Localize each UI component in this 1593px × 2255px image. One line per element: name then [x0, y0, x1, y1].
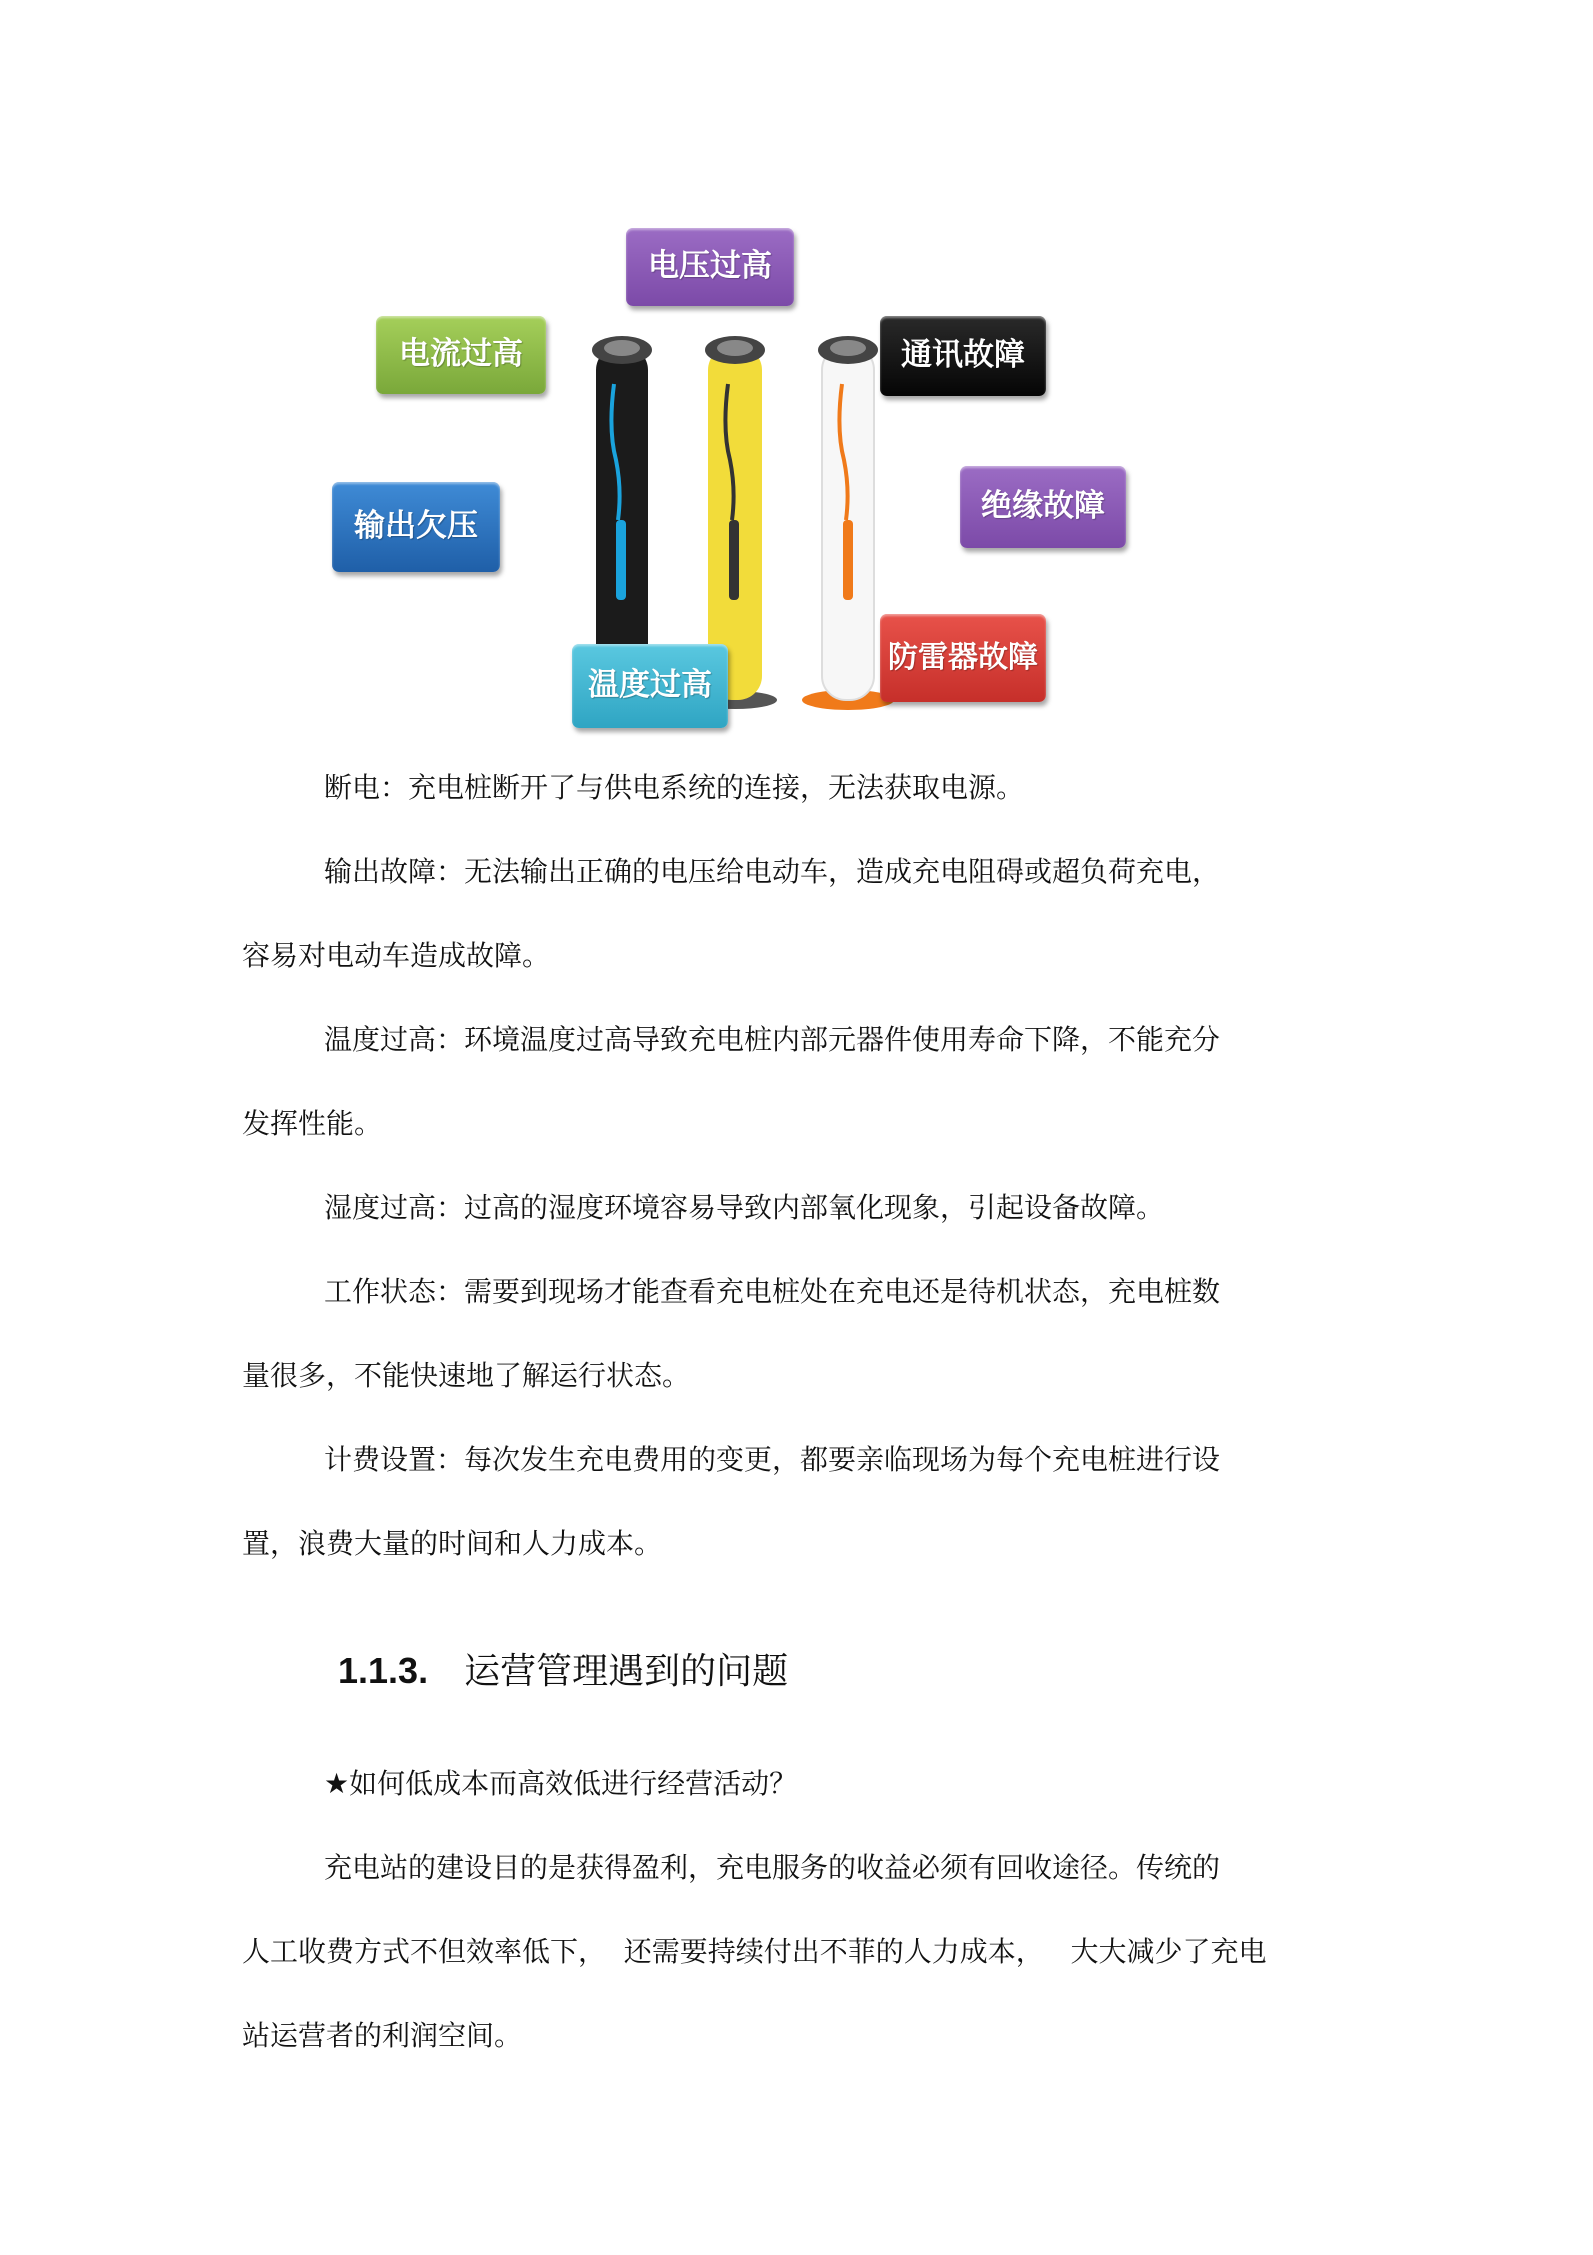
tag-temperature-high: 温度过高 — [572, 644, 728, 728]
closing-line-2: 人工收费方式不但效率低下， 还需要持续付出不菲的人力成本， 大大减少了充电 — [242, 1935, 1267, 1968]
closing-line-1: 充电站的建设目的是获得盈利，充电服务的收益必须有回收途径。传统的 — [324, 1851, 1221, 1884]
section-heading — [338, 1646, 788, 1697]
question-line: ★如何低成本而高效低进行经营活动？ — [324, 1767, 798, 1800]
tag-comm-fault: 通讯故障 — [880, 316, 1046, 396]
paragraph-output-fault-cont: 容易对电动车造成故障。 — [242, 939, 551, 972]
tag-insulation-fault: 绝缘故障 — [960, 466, 1126, 548]
closing-line-3: 站运营者的利润空间。 — [242, 2019, 523, 2052]
section-number: 1.1.3. — [338, 1650, 429, 1691]
tag-current-high: 电流过高 — [376, 316, 546, 394]
charging-pile-fault-diagram — [320, 210, 1150, 740]
tag-lightning-fault: 防雷器故障 — [880, 614, 1046, 702]
paragraph-temperature: 温度过高：环境温度过高导致充电桩内部元器件使用寿命下降，不能充分 — [324, 1023, 1221, 1056]
paragraph-output-fault: 输出故障：无法输出正确的电压给电动车，造成充电阻碍或超负荷充电， — [324, 855, 1221, 888]
tag-voltage-high: 电压过高 — [626, 228, 794, 306]
paragraph-work-status: 工作状态：需要到现场才能查看充电桩处在充电还是待机状态，充电桩数 — [324, 1275, 1221, 1308]
section-title: 运营管理遇到的问题 — [464, 1651, 789, 1692]
paragraph-humidity: 湿度过高：过高的湿度环境容易导致内部氧化现象，引起设备故障。 — [324, 1191, 1165, 1224]
paragraph-billing-cont: 置，浪费大量的时间和人力成本。 — [242, 1527, 663, 1560]
paragraph-billing: 计费设置：每次发生充电费用的变更，都要亲临现场为每个充电桩进行设 — [324, 1443, 1221, 1476]
tag-output-undervoltage: 输出欠压 — [332, 482, 500, 572]
paragraph-temperature-cont: 发挥性能。 — [242, 1107, 383, 1140]
paragraph-power-off: 断电：充电桩断开了与供电系统的连接，无法获取电源。 — [324, 771, 1025, 804]
paragraph-work-status-cont: 量很多，不能快速地了解运行状态。 — [242, 1359, 691, 1392]
